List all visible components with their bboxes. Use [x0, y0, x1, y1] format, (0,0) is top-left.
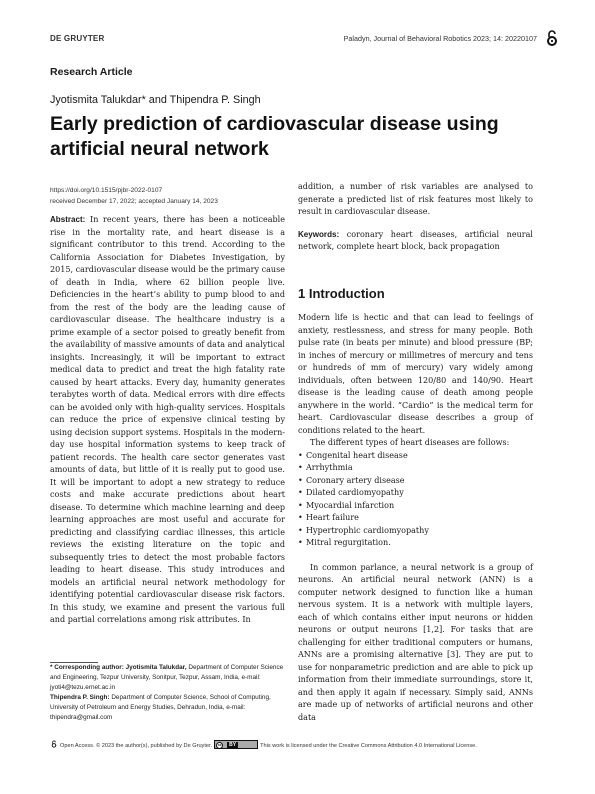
introduction-body — [298, 312, 533, 724]
list-item: • Congenital heart disease — [298, 450, 533, 463]
abstract-text: In recent years, there has been a noticeable rise in the mortality rate, and heart disease is a significant contributor to this trend. According to the California Association for Diabetes Investigation, by 2015, cardiovascular disease would be the primary cause of death in India, where 62 billion people live. Deficiencies in the heart’s ability to pump blood to and from the rest of the body are the leading cause of cardiovascular disease. The healthcare industry is a prime example of a sector poised to greatly benefit from the availability of massive amounts of data and analytical insights. Increasingly, it will be important to extract medical data to predict and treat the high fatality rate caused by heart attacks. Every day, humanity generates terabytes worth of data. Medical errors with dire effects can be avoided only with high-quality services. Hospitals can reduce the price of expensive clinical testing by using decision support systems. Hospitals in the modern-day use hospital information systems to keep track of patient records. The health care sector generates vast amounts of data, but little of it is really put to good use. It will be important to adopt a new strategy to reduce costs and make accurate predictions about heart disease. To determine which machine learning and deep learning approaches are most useful and accurate for predicting and classifying cardiac illnesses, this article reviews the existing literature on the topic and subsequently tries to detect the most probable factors leading to heart disease. This study introduces and models an artificial neural network methodology for identifying potential cardiovascular disease risk factors. In this study, we examine and present the various full and partial correlations among risk attributes. In — [50, 215, 286, 624]
intro-paragraph-1: Modern life is hectic and that can lead to feelings of anxiety, restlessness, and stress for many people. Both pulse rate (in beats per minute) and blood pressure (BP; in inches of mercury or millimetres of mercury and tens or hundreds of mm of mercury) vary widely among individuals, often between 120/80 and 140/90. Heart disease is the leading cause of death among people anywhere in the world. “Cardio” is the medical term for heart. Cardiovascular disease describes a group of conditions related to the heart. — [298, 313, 533, 435]
article-dates: received December 17, 2022; accepted January 14, 2023 — [50, 197, 218, 205]
list-item: • Mitral regurgitation. — [298, 537, 533, 550]
abstract-continuation-block — [298, 181, 533, 254]
footnote-author-1 — [50, 663, 287, 693]
by-label: BY — [229, 742, 237, 748]
article-type: Research Article — [50, 66, 133, 78]
footnote-author-2-text: Department of Computer Science, School of Computing, University of Petroleum and Energy Studies, Dehradun, India, e-mail: thipendra@gmail.com — [50, 694, 271, 721]
cc-icon: cc — [217, 743, 222, 747]
article-meta — [50, 186, 218, 208]
license-pre: Open Access. © 2023 the author(s), published by De Gruyter. — [60, 743, 213, 749]
heart-disease-list — [298, 450, 533, 550]
license-post: This work is licensed under the Creative Commons Attribution 4.0 International License. — [260, 743, 477, 749]
author-list: Jyotismita Talukdar* and Thipendra P. Singh — [50, 94, 261, 106]
cc-by-badge[interactable] — [214, 740, 258, 749]
list-item: • Dilated cardiomyopathy — [298, 487, 533, 500]
keywords — [298, 229, 533, 254]
footnote-author-1-text: Department of Computer Science and Engineering, Tezpur University, Sonitpur, Tezpur, Assam, India, e-mail: jyoti4@tezu.ernet.ac.in — [50, 664, 284, 691]
list-item: • Coronary artery disease — [298, 475, 533, 488]
footnote-author-2-label: Thipendra P. Singh: — [50, 694, 110, 701]
article-title: Early prediction of cardiovascular disease using artificial neural network — [50, 113, 499, 160]
intro-paragraph-3: In common parlance, a neural network is a group of neurons. An artificial neural network (ANN) is a computer network designed to function like a human nervous system. It is a network with multiple layers, each of which contains either input neurons or hidden neurons or output neurons [1,2]. For tasks that are challenging for either traditional computers or humans, ANNs are a promising alternative [3]. They are put to use for nonparametric prediction and are able to pick up information from their immediate surroundings, store it, and then apply it again if necessary. Simply said, ANNs are made up of networks of artificial neurons and other data — [298, 562, 533, 722]
author-footnote — [50, 663, 287, 723]
open-access-small-icon — [50, 740, 58, 748]
publisher-name: DE GRUYTER — [50, 34, 105, 43]
running-head — [50, 30, 545, 50]
abstract — [50, 214, 285, 627]
abstract-continuation: addition, a number of risk variables are analysed to generate a predicted list of risk features most likely to result in cardiovascular disease. — [298, 182, 533, 216]
license-notice — [50, 740, 545, 751]
list-item: • Hypertrophic cardiomyopathy — [298, 525, 533, 538]
footnote-author-1-label: * Corresponding author: Jyotismita Talukdar, — [50, 664, 187, 671]
journal-reference: Paladyn, Journal of Behavioral Robotics 2023; 14: 20220107 — [343, 34, 537, 43]
intro-paragraph-2: The different types of heart diseases are follows: — [310, 438, 510, 447]
footnote-author-2 — [50, 693, 287, 723]
list-item: • Myocardial infarction — [298, 500, 533, 513]
open-access-icon — [545, 29, 559, 47]
section-heading-introduction: 1 Introduction — [298, 286, 385, 301]
doi-link[interactable]: https://doi.org/10.1515/pjbr-2022-0107 — [50, 187, 163, 194]
list-item: • Heart failure — [298, 512, 533, 525]
keywords-label: Keywords: — [298, 229, 340, 239]
abstract-label: Abstract: — [50, 215, 86, 224]
keywords-text: coronary heart diseases, artificial neural network, complete heart block, back propagation — [298, 229, 534, 251]
list-item: • Arrhythmia — [298, 462, 533, 475]
